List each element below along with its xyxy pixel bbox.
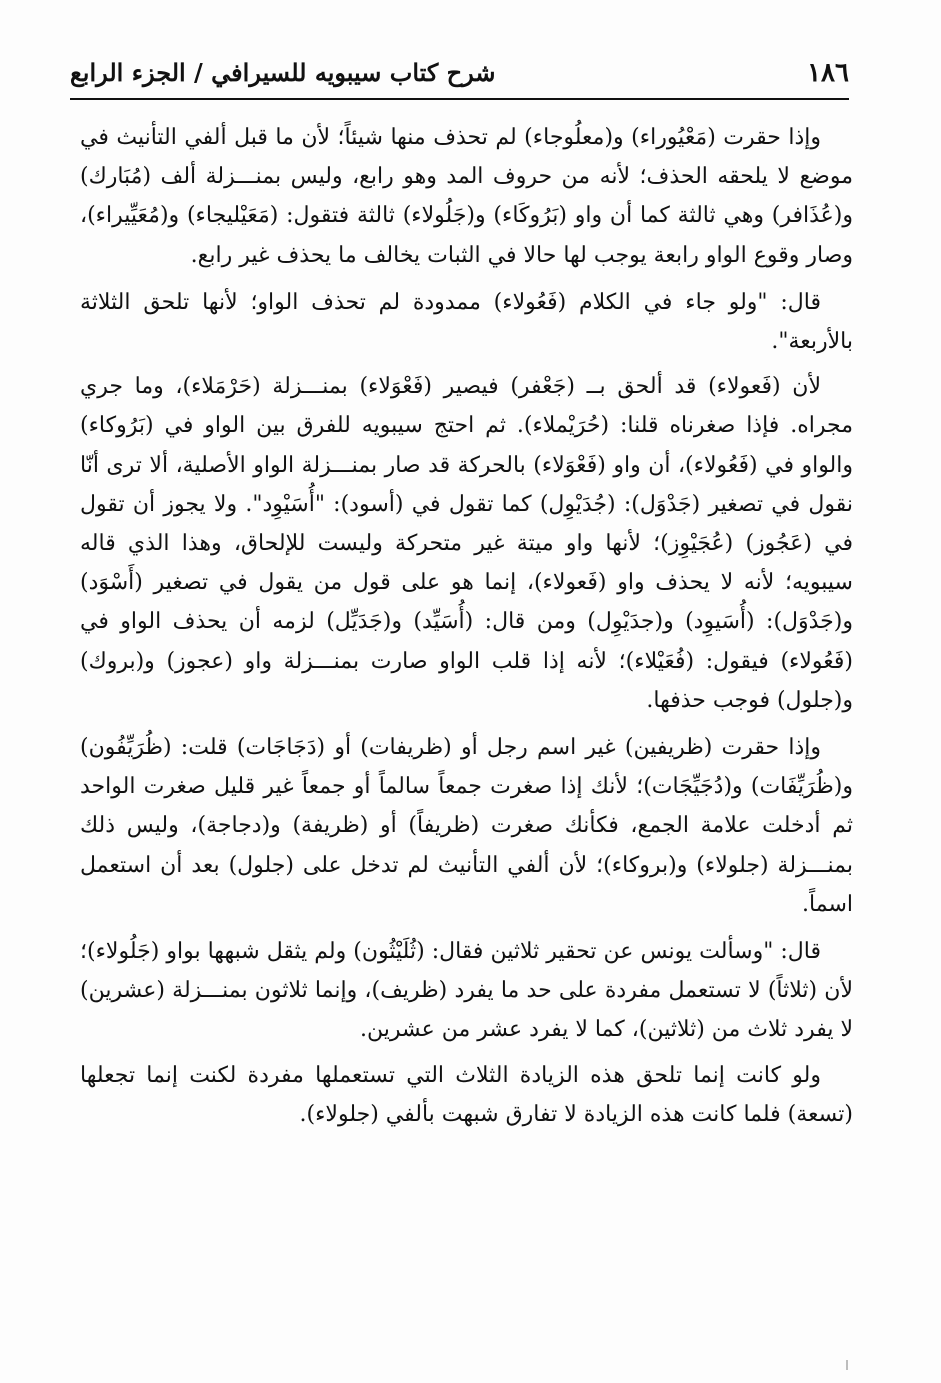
page-number: ١٨٦ xyxy=(807,58,849,88)
page-body xyxy=(80,118,853,1142)
paragraph-1: وإذا حقرت (مَعْيُوراء) و(معلُوجاء) لم تحذف منها شيئاً؛ لأن ما قبل ألفي التأنيث في موضع لا يلحقه الحذف؛ لأنه من حروف المد وهو رابع، وليس بمنـــزلة ألف (مُبَارك) و(عُذَافر) وهي ثالثة كما أن واو (بَرُوكَاء) و(جَلُولاء) ثالثة فتقول: (مَعَيْليجاء) و(مُعَيِّيراء)، وصار وقوع الواو رابعة يوجب لها حالا في الثبات يخالف ما يحذف غير رابع. xyxy=(80,125,853,268)
page-header xyxy=(70,52,849,98)
running-title: شرح كتاب سيبويه للسيرافي / الجزء الرابع xyxy=(70,58,496,87)
paragraph-4: وإذا حقرت (ظريفين) غير اسم رجل أو (ظريفات) أو (دَجَاجَات) قلت: (ظُرَيِّفُون) و(ظُرَيِّفَات) و(دُجَيِّجَات)؛ لأنك إذا صغرت جمعاً سالماً أو جمعاً غير قليل صغرت الواحد ثم أدخلت علامة الجمع، فكأنك صغرت (ظريفاً) أو (ظريفة) و(دجاجة)، وليس ذلك بمنـــزلة (جلولاء) و(بروكاء)؛ لأن ألفي التأنيث لم تدخل على (جلول) بعد أن استعمل اسماً. xyxy=(80,735,853,917)
margin-speck xyxy=(846,1360,848,1370)
paragraph-3: لأن (فَعولاء) قد ألحق بــ (جَعْفر) فيصير (فَعْوَلاء) بمنـــزلة (حَرْمَلاء)، وما جري مجراه. فإذا صغرناه قلنا: (حُرَيْملاء). ثم احتج سيبويه للفرق بين الواو في (بَرُوكاء) والواو في (فَعُولاء)، أن واو (فَعْوَلاء) بالحركة قد صار بمنـــزلة الواو الأصلية، ألا ترى أنّا نقول في تصغير (جَدْوَل): (جُدَيْوِل) كما تقول في (أسود): "أُسَيْوِد". ولا يجوز أن تقول في (عَجُوز) (عُجَيْوِز)؛ لأنها واو ميتة غير متحركة وليست للإلحاق، وهذا الذي قاله سيبويه؛ لأنه لا يحذف واو (فَعولاء)، إنما هو على قول من يقول في تصغير (أَسْوَد) و(جَدْوَل): (أُسَيوِد) و(جدَيْوِل) ومن قال: (أُسَيِّد) و(جَدَيِّل) لزمه أن يحذف الواو في (فَعُولاء) فيقول: (فُعَيْلاء)؛ لأنه إذا قلب الواو صارت بمنـــزلة واو (عجوز) و(بروك) و(جلول) فوجب حذفها. xyxy=(80,374,853,713)
paragraph-6: ولو كانت إنما تلحق هذه الزيادة الثلاث التي تستعملها مفردة لكنت إنما تجعلها (تسعة) فلما كانت هذه الزيادة لا تفارق شبهت بألفي (جلولاء). xyxy=(80,1062,853,1127)
header-divider xyxy=(70,98,849,100)
paragraph-2: قال: "ولو جاء في الكلام (فَعُولاء) ممدودة لم تحذف الواو؛ لأنها تلحق الثلاثة بالأربعة". xyxy=(80,289,853,355)
paragraph-5: قال: "وسألت يونس عن تحقير ثلاثين فقال: (ثُلَيْثُون) ولم يثقل شبهها بواو (جَلُولاء)؛ لأن (ثلاثاً) لا تستعمل مفردة على حد ما يفرد (ظريف)، وإنما ثلاثون بمنـــزلة (عشرين) لا يفرد ثلاث من (ثلاثين)، كما لا يفرد عشر من عشرين. xyxy=(80,939,853,1043)
